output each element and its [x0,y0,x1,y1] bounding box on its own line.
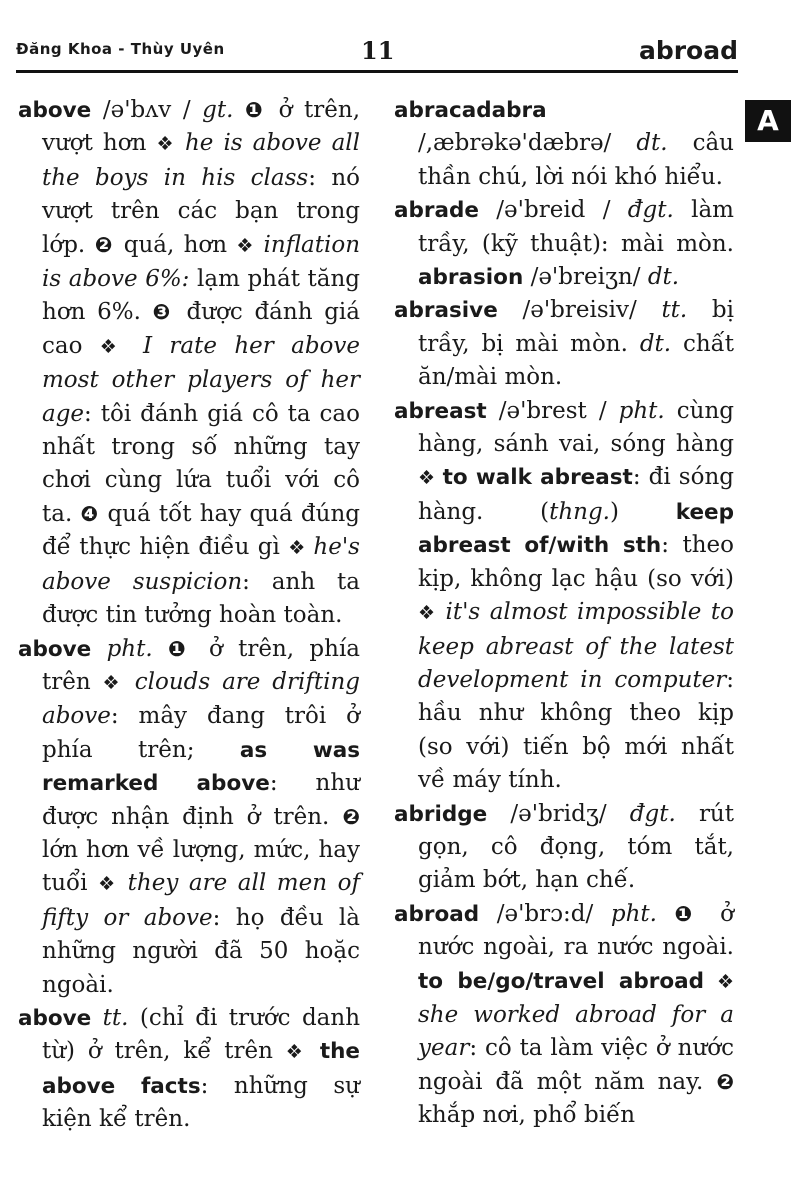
phrase: keep abreast of/with sth [418,499,734,559]
definition: ở nước ngoài, ra nước ngoài. [418,900,734,961]
example-diamond-icon: ❖ [156,133,185,156]
part-of-speech: gt. [202,97,234,123]
entry-abracadabra [394,94,734,194]
headword: above [18,98,92,123]
translation: : như được nhận định ở trên. [42,770,360,830]
example: she worked abroad for a year [418,1001,734,1062]
phrase: to be/go/travel abroad [418,968,705,994]
pronunciation: /ə'bridʒ/ [487,800,630,827]
definition: được đánh giá cao [42,299,360,359]
definition: lớn hơn về lượng, mức, hay tuổi [42,836,360,897]
subentry-headword: abrasion [418,265,524,291]
page-number: 11 [361,36,395,65]
example-diamond-icon: ❖ [98,873,128,896]
example-diamond-icon: ❖ [285,1041,320,1064]
sense-number: ❶ [152,636,210,661]
definition: câu thần chú, lời nói khó hiểu. [418,130,734,190]
pronunciation: /ə'brest / [486,397,619,424]
part-of-speech: dt. [647,264,680,291]
part-of-speech: đgt. [629,800,676,827]
sense-number: ❹ [80,501,108,526]
sense-number: ❶ [233,98,279,122]
headword: abridge [394,801,488,827]
definition: ở trên, vượt hơn [42,97,360,157]
part-of-speech: pht. [91,635,153,662]
headword: abrasive [394,298,498,324]
definition: chất ăn/mài mòn. [418,330,734,391]
part-of-speech: dt. [639,330,672,357]
pronunciation: /ə'bʌv / [91,97,203,123]
example: inflation is above 6%: [42,231,361,293]
example: he's above suspicion [42,534,360,595]
entry-above-adverb [18,633,360,1002]
definition: làm trầy, (kỹ thuật): mài mòn. [418,197,734,257]
definition: quá, hơn [123,231,237,258]
definition: (chỉ đi trước danh từ) ở trên, kể trên [42,1004,361,1065]
headword: abreast [394,398,487,424]
sense-number: ❷ [716,1069,734,1094]
header-rule [16,70,738,73]
part-of-speech: tt. [91,1004,129,1031]
definition: rút gọn, cô đọng, tóm tắt, giảm bớt, hạn chế. [418,800,734,894]
part-of-speech: pht. [618,397,665,424]
translation: : anh ta được tin tưởng hoàn toàn. [42,568,360,629]
right-column [394,94,734,1133]
entry-abroad [394,898,734,1133]
part-of-speech: tt. [661,297,688,324]
example-diamond-icon: ❖ [236,234,264,257]
guide-word: abroad [638,36,738,65]
entry-abrasive [394,294,734,394]
example: they are all men of fifty or above [42,870,360,931]
left-column [18,94,360,1137]
entry-abreast [394,395,734,798]
part-of-speech: đgt. [627,197,674,224]
sense-number: ❷ [94,232,124,257]
example: he is above all the boys in his class [42,130,360,191]
translation: : cô ta làm việc ở nước ngoài đã một năm nay. [418,1035,734,1095]
pronunciation: /ə'breid / [478,197,628,224]
sense-number: ❷ [342,804,360,829]
phrase: to walk abreast [442,465,633,491]
entry-abrade [394,194,734,294]
entry-abridge [394,798,734,898]
example-diamond-icon: ❖ [102,671,135,694]
headword: abroad [394,901,480,927]
translation: : tôi đánh giá cô ta cao nhất trong số những tay chơi cùng lứa tuổi với cô ta. [42,400,360,527]
headword: above [18,1005,92,1031]
definition: quá tốt hay quá đúng để thực hiện điều gì [42,500,361,561]
part-of-speech: pht. [610,900,657,927]
example: I rate her above most other players of her age [42,332,360,427]
punctuation: ) [610,498,676,525]
pronunciation: /ə'breisiv/ [497,297,662,324]
translation: : theo kịp, không lạc hậu (so với) [418,532,734,592]
example-diamond-icon: ❖ [288,537,314,560]
pronunciation: /ə'brɔ:d/ [479,900,611,927]
page-header [16,30,738,74]
sense-number: ❶ [656,901,721,926]
section-tab: A [745,100,791,142]
example-diamond-icon: ❖ [99,335,143,358]
example: clouds are drifting above [42,668,360,730]
example-diamond-icon: ❖ [418,602,446,625]
definition: ở trên, phía trên [42,635,361,695]
headword: above [18,636,92,662]
example-diamond-icon: ❖ [704,970,734,993]
entry-above-preposition [18,94,360,633]
usage-label: thng. [549,498,610,525]
definition: khắp nơi, phổ biến [418,1102,636,1129]
translation: : những sự kiện kể trên. [42,1072,360,1133]
translation: : hầu như không theo kịp (so với) tiến bộ mới nhất về máy tính. [418,666,734,794]
part-of-speech: dt. [636,130,668,157]
definition: bị trầy, bị mài mòn. [418,297,734,357]
translation: : nó vượt trên các bạn trong lớp. [42,164,360,258]
header-authors: Đăng Khoa - Thùy Uyên [16,40,225,58]
definition: cùng hàng, sánh vai, sóng hàng [418,397,734,458]
phrase: the above facts [42,1039,361,1099]
translation: : mây đang trôi ở phía trên; [42,703,360,763]
entry-above-adjective [18,1002,360,1137]
headword: abrade [394,198,479,224]
pronunciation: /ə'breiʒn/ [523,264,648,291]
example: it's almost impossible to keep abreast of the latest development in computer [418,599,734,693]
headword: abracadabra [394,98,547,123]
sense-number: ❸ [152,300,187,325]
translation: : họ đều là những người đã 50 hoặc ngoài. [42,904,360,998]
phrase: as was remarked above [42,737,360,797]
translation: : đi sóng hàng. ( [418,464,734,525]
example-diamond-icon: ❖ [418,467,443,490]
translation: lạm phát tăng hơn 6%. [42,266,361,326]
pronunciation: /,æbrəkə'dæbrə/ [418,130,637,157]
